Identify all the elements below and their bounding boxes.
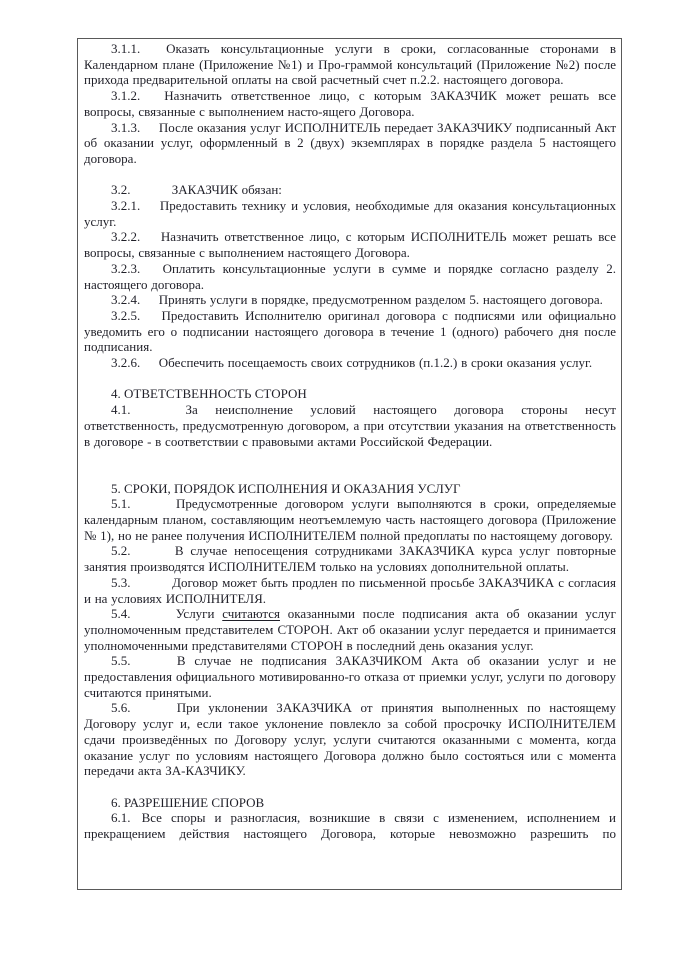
clause-3.2.2: 3.2.2. Назначить ответственное лицо, с которым ИСПОЛНИТЕЛЬ может решать все вопросы, связанные с выполнением настоящего Договора. <box>84 229 617 261</box>
clause-number: 3.1.3. <box>111 119 141 135</box>
clause-number: 3.2.4. <box>111 292 141 308</box>
clause-number: 3.2.5. <box>111 307 141 323</box>
clause-5.6: 5.6. При уклонении ЗАКАЗЧИКА от принятия выполненных по настоящему Договору услуг и, если такое уклонение повлекло за собой просрочку ИСПОЛНИТЕЛЕМ сдачи произведённых по Договору услуг, услуги считаются оказанными с момента, когда оказание услуг по условиям настоящего Договора должно было состояться или с момента передачи акта ЗА-КАЗЧИКУ. <box>84 700 616 779</box>
blank-line <box>84 465 616 481</box>
clause-3.2.5: 3.2.5. Предоставить Исполнителю оригинал договора с подписями или официально уведомить его о подписании настоящего договора в течение 1 (одного) рабочего дня после подписания. <box>84 307 616 355</box>
document-text-frame <box>77 38 622 890</box>
clause-3.2.6: 3.2.6. Обеспечить посещаемость своих сотрудников (п.1.2.) в сроки оказания услуг. <box>111 355 593 371</box>
clause-number: 3.2.6. <box>111 355 141 371</box>
clause-number: 3.2.1. <box>111 198 141 214</box>
clause-4.1: 4.1. За неисполнение условий настоящего договора стороны несут ответственность, предусмотренную договором, а при отсутствии указания на ответственность в договоре - в соответствии с правовыми актами Российской Федерации. <box>84 402 616 449</box>
clause-number: 5.5. <box>111 653 131 669</box>
clause-5.4: 5.4. Услуги считаются оказанными после подписания акта об оказании услуг уполномоченным представителем СТОРОН. Акт об оказании услуг передается и принимается уполномоченными представителями СТОРОН в последний день оказания услуг. <box>84 606 616 653</box>
clause-number: 3.2.3. <box>111 260 141 276</box>
clause-number: 3.1.1. <box>111 41 141 56</box>
clause-6.1: 6.1. Все споры и разногласия, возникшие в связи с изменением, исполнением и прекращением действия настоящего Договора, которые невозможно разрешить по <box>84 810 617 842</box>
clause-3.2.3: 3.2.3. Оплатить консультационные услуги в сумме и порядке согласно разделу 2. настоящего договора. <box>84 260 617 292</box>
blank-line <box>84 371 616 387</box>
clause-number: 5.1. <box>111 496 131 512</box>
clause-3.2: 3.2. ЗАКАЗЧИК обязан: <box>111 182 282 198</box>
clause-number: 3.2.2. <box>111 229 141 245</box>
clause-number: 5.3. <box>111 574 131 590</box>
clause-5.5: 5.5. В случае не подписания ЗАКАЗЧИКОМ Акта об оказании услуг и не предоставления официального мотивированно-го отказа от приемки услуг, услуги по договору считаются принятыми. <box>84 653 616 700</box>
clause-number: 6.1. <box>111 810 131 826</box>
blank-line <box>84 449 616 465</box>
clause-5.2: 5.2. В случае непосещения сотрудниками ЗАКАЗЧИКА курса услуг повторные занятия производятся ИСПОЛНИТЕЛЕМ только на условиях дополнительной оплаты. <box>84 543 616 575</box>
clause-number: 3.2. <box>111 182 131 198</box>
clause-3.2.4: 3.2.4. Принять услуги в порядке, предусмотренном разделом 5. настоящего договора. <box>111 292 603 308</box>
section-heading-5: 5. СРОКИ, ПОРЯДОК ИСПОЛНЕНИЯ И ОКАЗАНИЯ УСЛУГ <box>111 480 461 496</box>
clause-3.1.3: 3.1.3. После оказания услуг ИСПОЛНИТЕЛЬ передает ЗАКАЗЧИКУ подписанный Акт об оказании услуг, оформленный в 2 (двух) экземплярах в порядке раздела 5 настоящего договора. <box>84 119 617 166</box>
clause-5.3: 5.3. Договор может быть продлен по письменной просьбе ЗАКАЗЧИКА с согласия и на условиях ИСПОЛНИТЕЛЯ. <box>84 574 616 606</box>
clause-3.1.2: 3.1.2. Назначить ответственное лицо, с которым ЗАКАЗЧИК может решать все вопросы, связанные с выполнением насто-ящего Договора. <box>84 88 617 119</box>
blank-line <box>84 779 616 795</box>
clause-number: 3.1.2. <box>111 88 141 104</box>
underlined-word: считаются <box>222 606 280 622</box>
section-heading-4: 4. ОТВЕТСТВЕННОСТЬ СТОРОН <box>111 386 307 402</box>
blank-line <box>84 167 616 183</box>
section-heading-6: 6. РАЗРЕШЕНИЕ СПОРОВ <box>111 794 265 810</box>
clause-3.2.1: 3.2.1. Предоставить технику и условия, необходимые для оказания консультационных услуг. <box>84 198 617 229</box>
clause-number: 5.6. <box>111 700 131 716</box>
clause-3.1.1: 3.1.1. Оказать консультационные услуги в сроки, согласованные сторонами в Календарном плане (Приложение №1) и Про-граммой консультаций (Приложение №2) после прихода предварительной оплаты на свой расчетный счет п.2.2. настоящего договора. <box>84 41 617 88</box>
clause-number: 5.2. <box>111 543 131 559</box>
clause-number: 5.4. <box>111 606 131 622</box>
clause-5.1: 5.1. Предусмотренные договором услуги выполняются в сроки, определяемые календарным планом, составляющим неотъемлемую часть настоящего договора (Приложение № 1), но не ранее получения ИСПОЛНИТЕЛЕМ полной предоплаты по настоящему договору. <box>84 496 617 543</box>
clause-number: 4.1. <box>111 402 131 418</box>
